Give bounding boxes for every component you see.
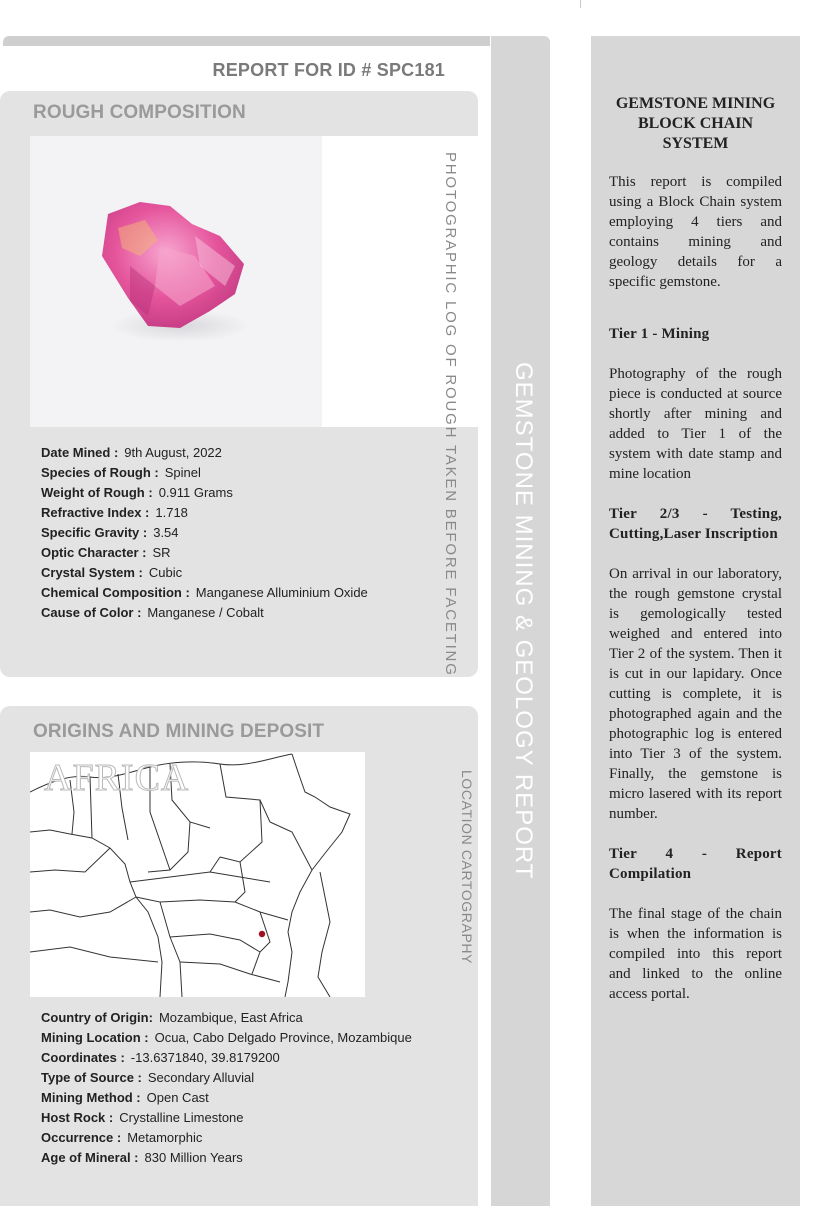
detail-value: Metamorphic: [127, 1130, 203, 1145]
detail-row: [41, 523, 368, 543]
detail-row: [41, 1148, 412, 1168]
detail-row: [41, 483, 368, 503]
detail-label: Refractive Index :: [41, 505, 150, 520]
detail-value: 830 Million Years: [144, 1150, 243, 1165]
detail-row: [41, 543, 368, 563]
detail-label: Country of Origin:: [41, 1010, 153, 1025]
detail-label: Mining Location :: [41, 1030, 149, 1045]
tier4-text: The final stage of the chain is when the information is compiled into this report and linked to the online access portal.: [609, 906, 782, 1002]
detail-label: Host Rock :: [41, 1110, 114, 1125]
detail-row: [41, 443, 368, 463]
detail-row: [41, 1068, 412, 1088]
detail-value: 0.911 Grams: [158, 485, 233, 500]
origin-details-list: [41, 1008, 412, 1168]
rough-composition-title: ROUGH COMPOSITION: [33, 102, 246, 123]
top-bar: [3, 36, 490, 46]
detail-label: Occurrence :: [41, 1130, 122, 1145]
tier23-heading: Tier 2/3 - Testing, Cutting,Laser Inscription: [609, 506, 782, 542]
map-caption: LOCATION CARTOGRAPHY: [459, 770, 475, 965]
detail-label: Age of Mineral :: [41, 1150, 139, 1165]
detail-label: Chemical Composition :: [41, 585, 190, 600]
tier4-heading: Tier 4 - Report Compilation: [609, 846, 782, 882]
detail-value: Manganese Alluminium Oxide: [195, 585, 368, 600]
detail-row: [41, 463, 368, 483]
detail-label: Mining Method :: [41, 1090, 141, 1105]
detail-row: [41, 603, 368, 623]
detail-row: [41, 1108, 412, 1128]
sidebar-intro: This report is compiled using a Block Chain system employing 4 tiers and contains mining and geology details for a specific gemstone.: [609, 174, 782, 290]
detail-row: [41, 563, 368, 583]
detail-value: Cubic: [148, 565, 183, 580]
detail-value: 3.54: [153, 525, 179, 540]
detail-row: [41, 1008, 412, 1028]
detail-value: Manganese / Cobalt: [147, 605, 264, 620]
mine-location-marker: [259, 931, 265, 937]
detail-row: [41, 1028, 412, 1048]
detail-label: Coordinates :: [41, 1050, 125, 1065]
detail-label: Weight of Rough :: [41, 485, 153, 500]
blockchain-sidebar: [591, 36, 800, 1206]
detail-row: [41, 1088, 412, 1108]
detail-value: SR: [152, 545, 171, 560]
map-region-label: AFRICA: [44, 757, 190, 799]
rough-details-list: [41, 443, 368, 623]
sidebar-content: [609, 94, 782, 1024]
detail-value: 9th August, 2022: [124, 445, 222, 460]
photo-caption: PHOTOGRAPHIC LOG OF ROUGH TAKEN BEFORE FACETING: [442, 152, 459, 677]
report-id: REPORT FOR ID # SPC181: [212, 60, 445, 80]
detail-value: Crystalline Limestone: [119, 1110, 244, 1125]
detail-value: Open Cast: [146, 1090, 209, 1105]
origins-title: ORIGINS AND MINING DEPOSIT: [33, 721, 325, 742]
vertical-report-title: GEMSTONE MINING & GEOLOGY REPORT: [510, 362, 537, 880]
sidebar-title: GEMSTONE MINING BLOCK CHAIN SYSTEM: [615, 95, 776, 152]
detail-value: Spinel: [164, 465, 201, 480]
spinel-crystal-icon: [30, 136, 322, 427]
detail-label: Optic Character :: [41, 545, 147, 560]
rough-photo: [30, 136, 322, 427]
detail-label: Cause of Color :: [41, 605, 142, 620]
top-divider-tick: [580, 0, 581, 8]
detail-label: Species of Rough :: [41, 465, 159, 480]
tier23-text: On arrival in our laboratory, the rough gemstone crystal is gemologically tested weighed and entered into Tier 2 of the system. Then it is cut in our lapidary. Once cutting is complete, it is photographed again and the photographic log is entered into Tier 3 of the system. Finally, the gemstone is micro lasered with its report number.: [609, 566, 782, 822]
detail-value: Mozambique, East Africa: [158, 1010, 303, 1025]
detail-row: [41, 1128, 412, 1148]
tier1-heading: Tier 1 - Mining: [609, 326, 710, 342]
detail-label: Specific Gravity :: [41, 525, 148, 540]
detail-value: -13.6371840, 39.8179200: [130, 1050, 280, 1065]
tier1-text: Photography of the rough piece is conducted at source shortly after mining and added to Tier 1 of the system with date stamp and mine location: [609, 366, 782, 482]
detail-label: Crystal System :: [41, 565, 143, 580]
detail-row: [41, 583, 368, 603]
detail-value: Ocua, Cabo Delgado Province, Mozambique: [154, 1030, 412, 1045]
detail-value: Secondary Alluvial: [147, 1070, 255, 1085]
detail-value: 1.718: [155, 505, 188, 520]
detail-row: [41, 1048, 412, 1068]
africa-map: [30, 752, 478, 997]
detail-label: Type of Source :: [41, 1070, 142, 1085]
detail-row: [41, 503, 368, 523]
detail-label: Date Mined :: [41, 445, 119, 460]
